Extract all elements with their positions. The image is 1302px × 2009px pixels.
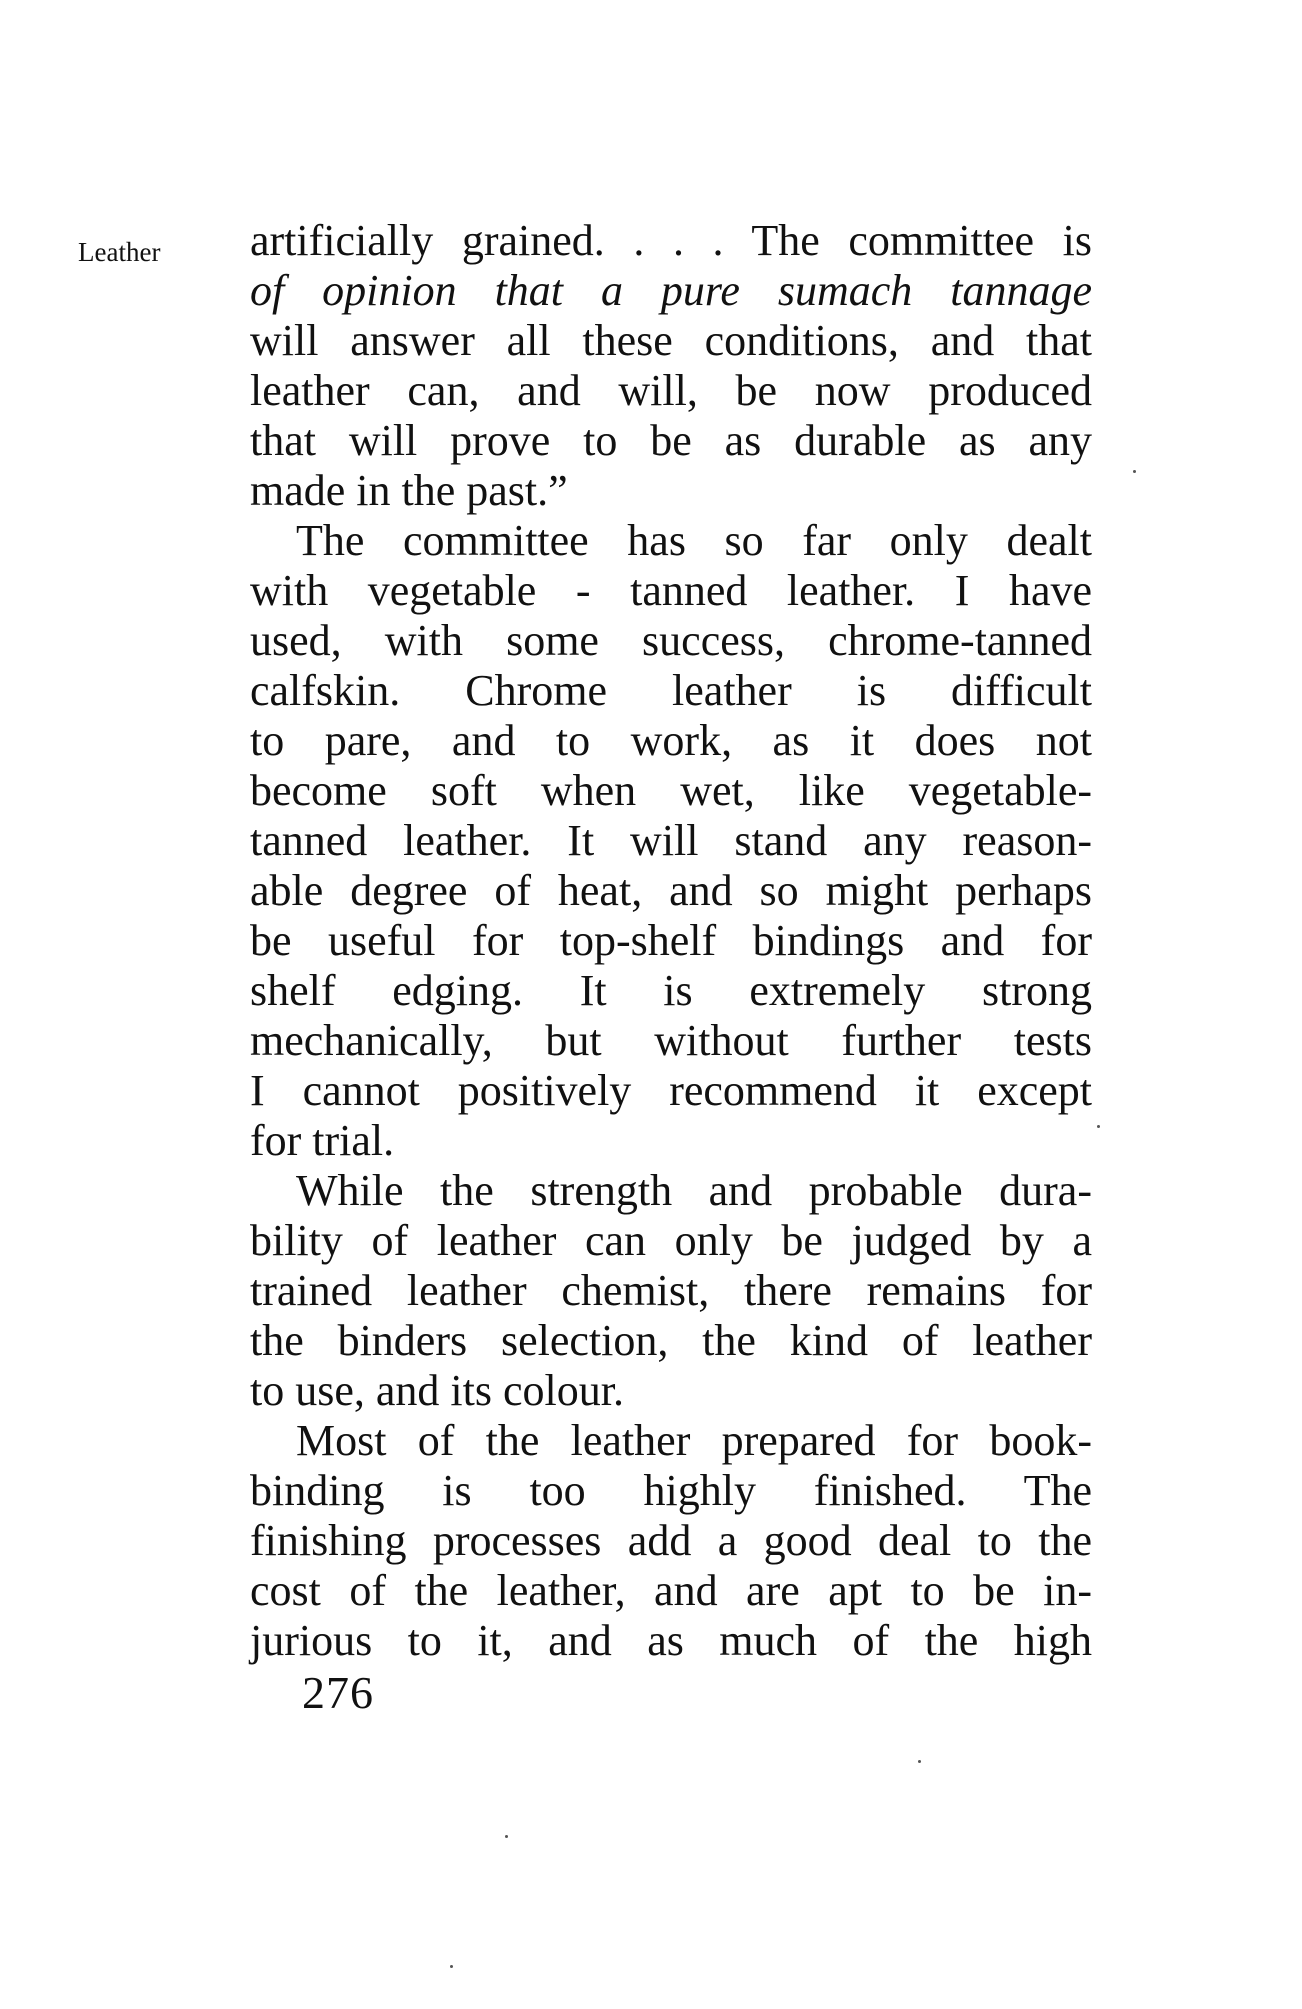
text-line: cost of the leather, and are apt to be in- — [250, 1566, 1092, 1615]
text-line: Most of the leather prepared for book- — [296, 1416, 1092, 1465]
text-line: The committee has so far only dealt — [296, 516, 1092, 565]
text-line: to pare, and to work, as it does not — [250, 716, 1092, 765]
page-number: 276 — [302, 1667, 374, 1718]
text-line: While the strength and probable dura- — [296, 1166, 1092, 1215]
text-line: that will prove to be as durable as any — [250, 416, 1092, 465]
text-line: able degree of heat, and so might perhaps — [250, 866, 1092, 915]
paper-speck — [918, 1760, 921, 1763]
text-line: binding is too highly finished. The — [250, 1466, 1092, 1515]
text-line: bility of leather can only be judged by a — [250, 1216, 1092, 1265]
text-line: shelf edging. It is extremely strong — [250, 966, 1092, 1015]
margin-note: Leather — [78, 237, 161, 267]
paper-speck — [505, 1835, 508, 1838]
text-line: with vegetable - tanned leather. I have — [250, 566, 1092, 615]
text-line: made in the past.” — [250, 466, 568, 515]
text-line: the binders selection, the kind of leather — [250, 1316, 1092, 1365]
text-line: to use, and its colour. — [250, 1366, 624, 1415]
text-line: jurious to it, and as much of the high — [250, 1616, 1092, 1665]
text-line: mechanically, but without further tests — [250, 1016, 1092, 1065]
body-text — [250, 216, 1092, 1666]
text-line: finishing processes add a good deal to the — [250, 1516, 1092, 1565]
paper-speck — [1097, 1125, 1100, 1128]
paper-speck — [1133, 470, 1136, 473]
text-line: used, with some success, chrome-tanned — [250, 616, 1092, 665]
text-line: I cannot positively recommend it except — [250, 1066, 1092, 1115]
text-line: calfskin. Chrome leather is difficult — [250, 666, 1092, 715]
text-line: become soft when wet, like vegetable- — [250, 766, 1092, 815]
text-line: artificially grained. . . . The committee is — [250, 216, 1092, 265]
paper-speck — [450, 1965, 453, 1968]
text-line: trained leather chemist, there remains for — [250, 1266, 1092, 1315]
text-line: will answer all these conditions, and that — [250, 316, 1092, 365]
text-line: of opinion that a pure sumach tannage — [250, 266, 1092, 315]
text-line: be useful for top-shelf bindings and for — [250, 916, 1092, 965]
text-line: for trial. — [250, 1116, 395, 1165]
text-line: tanned leather. It will stand any reason- — [250, 816, 1092, 865]
text-line: leather can, and will, be now produced — [250, 366, 1092, 415]
